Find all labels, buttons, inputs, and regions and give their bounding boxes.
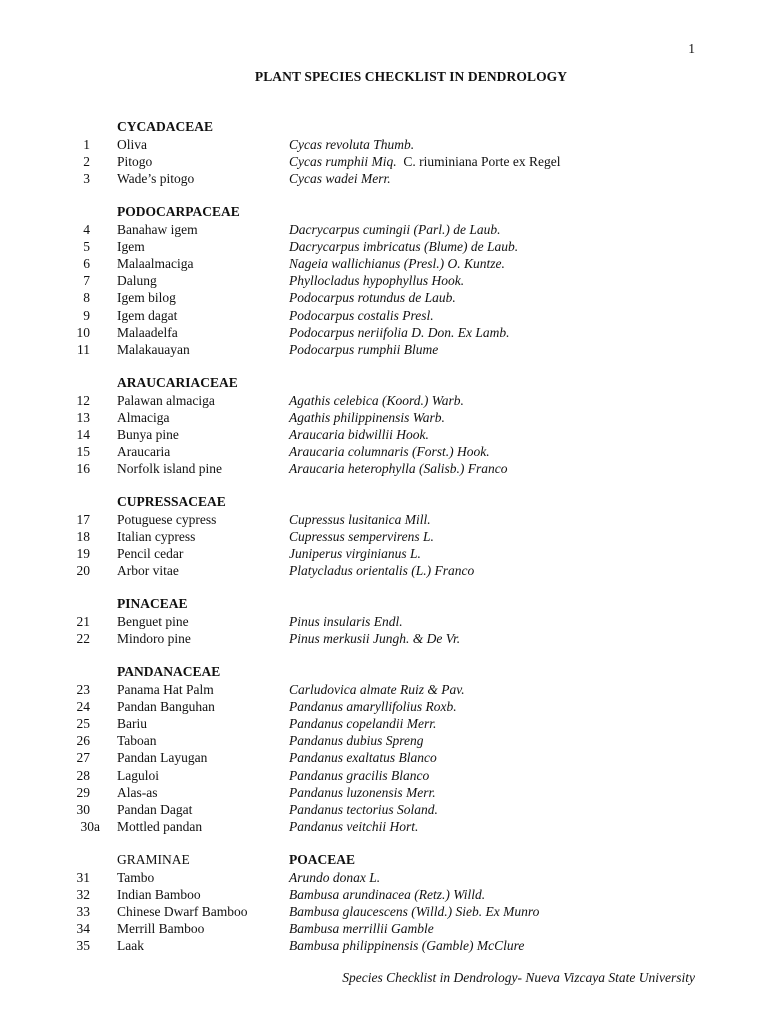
species-row <box>0 613 768 630</box>
common-name: Wade’s pitogo <box>117 170 195 186</box>
family-heading <box>0 493 768 510</box>
species-number: 21 <box>76 613 90 629</box>
scientific-name-text: Pinus insularis Endl. <box>289 613 403 629</box>
scientific-name-text: Nageia wallichianus (Presl.) O. Kuntze. <box>289 255 505 271</box>
scientific-name <box>289 784 436 801</box>
common-name: Chinese Dwarf Bamboo <box>117 903 248 919</box>
species-number: 7 <box>83 273 90 289</box>
scientific-name-text: Agathis celebica (Koord.) Warb. <box>289 392 464 408</box>
scientific-name <box>289 749 437 766</box>
scientific-name <box>289 818 418 835</box>
species-number: 25 <box>76 715 90 731</box>
scientific-name-text: Bambusa arundinacea (Retz.) Willd. <box>289 886 486 902</box>
species-row <box>0 136 768 153</box>
species-number: 24 <box>76 698 90 714</box>
common-name: Italian cypress <box>117 528 196 544</box>
species-row <box>0 221 768 238</box>
species-row <box>0 767 768 784</box>
scientific-name-text: Pandanus amaryllifolius Roxb. <box>289 698 457 714</box>
common-name: Igem <box>117 238 145 254</box>
species-number: 34 <box>76 921 90 937</box>
scientific-name-text: Carludovica almate Ruiz & Pav. <box>289 681 465 697</box>
common-name: Malakauayan <box>117 341 190 357</box>
family-name: PINACEAE <box>117 596 188 611</box>
scientific-name <box>289 886 485 903</box>
species-number: 2 <box>83 153 90 169</box>
page-title: PLANT SPECIES CHECKLIST IN DENDROLOGY <box>254 69 568 84</box>
scientific-name-text: Cycas wadei Merr. <box>289 170 391 186</box>
scientific-name-text: Podocarpus rotundus de Laub. <box>289 290 456 306</box>
species-row <box>0 732 768 749</box>
species-row <box>0 307 768 324</box>
scientific-name <box>289 511 431 528</box>
common-name: Pitogo <box>117 153 153 169</box>
scientific-name <box>289 324 510 341</box>
common-name: Pandan Layugan <box>117 750 208 766</box>
species-number: 16 <box>76 461 90 477</box>
family-heading <box>0 203 768 220</box>
scientific-name-text: Agathis philippinensis Warb. <box>289 409 445 425</box>
common-name: Malaalmaciga <box>117 255 194 271</box>
scientific-name <box>289 681 465 698</box>
family-heading <box>0 663 768 680</box>
species-row <box>0 341 768 358</box>
family-heading <box>0 851 768 868</box>
species-row <box>0 324 768 341</box>
species-number: 3 <box>83 170 90 186</box>
scientific-name-text: Bambusa glaucescens (Willd.) Sieb. Ex Munro <box>289 903 540 919</box>
scientific-name <box>289 443 490 460</box>
common-name: Laak <box>117 938 144 954</box>
species-number: 12 <box>76 392 90 408</box>
species-number: 26 <box>76 733 90 749</box>
scientific-name-text: Platycladus orientalis (L.) Franco <box>289 563 475 579</box>
scientific-name-text: Araucaria columnaris (Forst.) Hook. <box>289 444 490 460</box>
common-name: Pencil cedar <box>117 545 184 561</box>
common-name: Almaciga <box>117 409 170 425</box>
scientific-name-text: Juniperus virginianus L. <box>289 545 421 561</box>
family-heading <box>0 118 768 135</box>
scientific-name <box>289 528 434 545</box>
scientific-name-text: Cycas rumphii Miq. <box>289 153 397 169</box>
scientific-name <box>289 562 474 579</box>
species-row <box>0 392 768 409</box>
family-heading <box>0 595 768 612</box>
species-row <box>0 749 768 766</box>
common-name: Pandan Dagat <box>117 801 193 817</box>
species-number: 9 <box>83 307 90 323</box>
family-name: CYCADACEAE <box>117 119 214 134</box>
species-row <box>0 562 768 579</box>
species-number: 15 <box>76 444 90 460</box>
species-row <box>0 443 768 460</box>
scientific-name <box>289 153 560 170</box>
scientific-name <box>289 221 500 238</box>
scientific-name-text: Podocarpus costalis Presl. <box>289 307 434 323</box>
scientific-name-text: Pandanus luzonensis Merr. <box>289 784 436 800</box>
scientific-name <box>289 426 429 443</box>
scientific-name-text: Arundo donax L. <box>289 869 381 885</box>
species-row <box>0 903 768 920</box>
scientific-name-text: Pandanus gracilis Blanco <box>289 767 430 783</box>
common-name: Banahaw igem <box>117 221 198 237</box>
family-name: POACEAE <box>289 852 356 867</box>
species-number: 31 <box>76 869 90 885</box>
species-number: 18 <box>76 528 90 544</box>
species-row <box>0 920 768 937</box>
common-name: Palawan almaciga <box>117 392 215 408</box>
species-number: 5 <box>83 238 90 254</box>
scientific-name <box>289 341 438 358</box>
species-number: 22 <box>76 630 90 646</box>
species-row <box>0 869 768 886</box>
scientific-name-text: Pandanus dubius Spreng <box>289 733 424 749</box>
species-row <box>0 937 768 954</box>
common-name: Potuguese cypress <box>117 511 217 527</box>
species-number: 1 <box>83 136 90 152</box>
species-number: 23 <box>76 681 90 697</box>
page-footer: Species Checklist in Dendrology- Nueva Vizcaya State University <box>342 970 695 985</box>
scientific-name <box>289 460 507 477</box>
species-row <box>0 681 768 698</box>
family-alt-name: GRAMINAE <box>117 852 190 867</box>
scientific-name <box>289 767 429 784</box>
species-row <box>0 528 768 545</box>
common-name: Mindoro pine <box>117 630 191 646</box>
scientific-name-text: Araucaria heterophylla (Salisb.) Franco <box>289 461 508 477</box>
scientific-name <box>289 289 456 306</box>
scientific-name <box>289 869 380 886</box>
species-number: 29 <box>76 784 90 800</box>
scientific-name-text: Bambusa philippinensis (Gamble) McClure <box>289 938 525 954</box>
species-number: 14 <box>76 426 90 442</box>
common-name: Malaadelfa <box>117 324 178 340</box>
family-name: PODOCARPACEAE <box>117 204 240 219</box>
common-name: Alas-as <box>117 784 158 800</box>
common-name: Arbor vitae <box>117 563 179 579</box>
species-row <box>0 170 768 187</box>
scientific-name-text: Dacrycarpus imbricatus (Blume) de Laub. <box>289 238 519 254</box>
scientific-name <box>289 392 464 409</box>
scientific-name <box>289 409 445 426</box>
species-row <box>0 818 768 835</box>
scientific-name-text: Dacrycarpus cumingii (Parl.) de Laub. <box>289 221 501 237</box>
scientific-name <box>289 545 421 562</box>
common-name: Pandan Banguhan <box>117 698 215 714</box>
species-number: 19 <box>76 545 90 561</box>
family-name: CUPRESSACEAE <box>117 494 226 509</box>
scientific-name <box>289 170 391 187</box>
species-row <box>0 409 768 426</box>
species-row <box>0 511 768 528</box>
species-row <box>0 886 768 903</box>
species-number: 4 <box>83 221 90 237</box>
common-name: Benguet pine <box>117 613 189 629</box>
species-number: 11 <box>77 341 90 357</box>
scientific-name <box>289 613 403 630</box>
scientific-name-text: Podocarpus neriifolia D. Don. Ex Lamb. <box>289 324 510 340</box>
scientific-name-text: Pandanus copelandii Merr. <box>289 715 437 731</box>
scientific-name <box>289 272 464 289</box>
scientific-name <box>289 732 424 749</box>
species-number: 27 <box>76 750 90 766</box>
species-row <box>0 272 768 289</box>
species-number: 6 <box>83 255 90 271</box>
common-name: Panama Hat Palm <box>117 681 214 697</box>
common-name: Oliva <box>117 136 147 152</box>
common-name: Araucaria <box>117 444 171 460</box>
family-heading <box>0 374 768 391</box>
scientific-name-text: Cycas revoluta Thumb. <box>289 136 415 152</box>
scientific-name <box>289 920 434 937</box>
common-name: Taboan <box>117 733 157 749</box>
species-row <box>0 426 768 443</box>
family-name: ARAUCARIACEAE <box>117 375 238 390</box>
scientific-name-text: Cupressus sempervirens L. <box>289 528 434 544</box>
scientific-name <box>289 715 436 732</box>
species-row <box>0 715 768 732</box>
common-name: Tambo <box>117 869 155 885</box>
common-name: Indian Bamboo <box>117 886 201 902</box>
species-row <box>0 238 768 255</box>
species-number: 20 <box>76 563 90 579</box>
species-row <box>0 289 768 306</box>
scientific-name-text: Cupressus lusitanica Mill. <box>289 511 431 527</box>
species-row <box>0 784 768 801</box>
species-number: 17 <box>76 511 90 527</box>
species-row <box>0 801 768 818</box>
species-row <box>0 698 768 715</box>
common-name: Merrill Bamboo <box>117 921 205 937</box>
species-number: 8 <box>83 290 90 306</box>
family-name: PANDANACEAE <box>117 664 221 679</box>
species-number: 28 <box>76 767 90 783</box>
scientific-name-text: Podocarpus rumphii Blume <box>289 341 439 357</box>
common-name: Dalung <box>117 273 157 289</box>
scientific-name <box>289 136 414 153</box>
scientific-name-text: Pinus merkusii Jungh. & De Vr. <box>289 630 461 646</box>
species-number: 33 <box>76 903 90 919</box>
common-name: Bunya pine <box>117 426 179 442</box>
scientific-name-text: Araucaria bidwillii Hook. <box>289 426 429 442</box>
common-name: Mottled pandan <box>117 819 203 835</box>
species-number: 30a <box>80 819 100 835</box>
species-row <box>0 630 768 647</box>
page-number: 1 <box>688 41 695 56</box>
scientific-name <box>289 903 539 920</box>
scientific-name <box>289 238 518 255</box>
scientific-name-text: Bambusa merrillii Gamble <box>289 921 434 937</box>
scientific-name <box>289 255 505 272</box>
species-row <box>0 545 768 562</box>
common-name: Laguloi <box>117 767 159 783</box>
scientific-name-text: Pandanus tectorius Soland. <box>289 801 438 817</box>
scientific-name-text: Phyllocladus hypophyllus Hook. <box>289 273 465 289</box>
species-row <box>0 153 768 170</box>
common-name: Norfolk island pine <box>117 461 222 477</box>
species-row <box>0 460 768 477</box>
species-number: 30 <box>76 801 90 817</box>
scientific-name-text: Pandanus veitchii Hort. <box>289 819 419 835</box>
species-number: 32 <box>76 886 90 902</box>
species-number: 35 <box>76 938 90 954</box>
scientific-name-text: Pandanus exaltatus Blanco <box>289 750 437 766</box>
synonym-name: C. riuminiana Porte ex Regel <box>396 153 561 169</box>
scientific-name <box>289 801 438 818</box>
scientific-name <box>289 698 457 715</box>
species-number: 10 <box>76 324 90 340</box>
scientific-name <box>289 630 460 647</box>
common-name: Igem dagat <box>117 307 178 323</box>
scientific-name <box>289 937 524 954</box>
common-name: Igem bilog <box>117 290 176 306</box>
species-number: 13 <box>76 409 90 425</box>
scientific-name <box>289 307 434 324</box>
species-row <box>0 255 768 272</box>
common-name: Bariu <box>117 715 147 731</box>
